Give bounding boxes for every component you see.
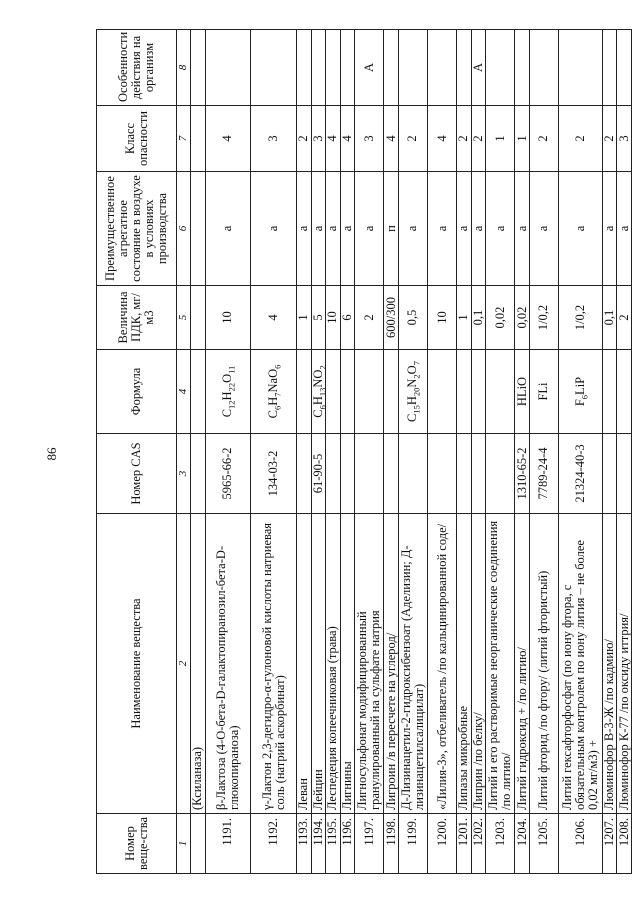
substance-name: «Лилия-3», отбеливатель /по кальцинированной соде/	[428, 514, 457, 814]
formula	[486, 350, 515, 434]
substance-name: (Ксиланаза)	[191, 514, 206, 814]
substance-name: Лигроин /в пересчете на углерод/	[384, 514, 399, 814]
substance-name: Лигнины	[340, 514, 355, 814]
header-aggregate: Преимущественное агрегатное состояние в воздухе в условиях производства	[97, 172, 177, 286]
pdk-value: 4	[251, 286, 297, 350]
pdk-value: 1/0,2	[558, 286, 602, 350]
formula	[355, 350, 384, 434]
pdk-value: 600/300	[384, 286, 399, 350]
column-number: 5	[177, 286, 191, 350]
substance-name: Липрин /по белку/	[471, 514, 486, 814]
substance-name: Лигносульфонат модифицированный гранулированный на сульфате натрия	[355, 514, 384, 814]
table-row	[398, 30, 427, 874]
effect-mark	[486, 30, 515, 106]
pdk-value: 10	[205, 286, 251, 350]
cas-number: 7789-24-4	[529, 434, 558, 514]
formula	[602, 350, 617, 434]
effect-mark	[191, 30, 206, 106]
effect-mark	[384, 30, 399, 106]
table-row	[297, 30, 312, 874]
cas-number	[326, 434, 341, 514]
pdk-value: 10	[428, 286, 457, 350]
row-number: 1202.	[471, 814, 486, 874]
pdk-value: 2	[617, 286, 632, 350]
hazard-class: 3	[617, 106, 632, 172]
column-number: 6	[177, 172, 191, 286]
table-row	[602, 30, 617, 874]
table-row	[515, 30, 530, 874]
effect-mark	[205, 30, 251, 106]
header-effect: Особенности действия на организм	[97, 30, 177, 106]
aggregate-state: а	[617, 172, 632, 286]
aggregate-state: а	[251, 172, 297, 286]
formula: $C_{15}H_{20}N_2O_7$	[398, 350, 427, 434]
table-row	[617, 30, 632, 874]
aggregate-state: а	[297, 172, 312, 286]
substance-name: Литий гидроксид + /по литию/	[515, 514, 530, 814]
hazard-class: 4	[326, 106, 341, 172]
cas-number	[398, 434, 427, 514]
formula: $C_6H_{13}NO_2$	[311, 350, 326, 434]
hazard-class: 2	[398, 106, 427, 172]
formula	[457, 350, 472, 434]
hazard-class: 1	[515, 106, 530, 172]
effect-mark: А	[471, 30, 486, 106]
substance-name: Литий фторид /по фтору/ (литий фтористый)	[529, 514, 558, 814]
hazard-class: 2	[457, 106, 472, 172]
row-number: 1196.	[340, 814, 355, 874]
column-number: 1	[177, 814, 191, 874]
hazard-class	[191, 106, 206, 172]
aggregate-state: а	[355, 172, 384, 286]
cas-number	[486, 434, 515, 514]
row-number: 1192.	[251, 814, 297, 874]
substance-name: Литий и его растворимые неорганические соединения /по литию/	[486, 514, 515, 814]
aggregate-state: а	[457, 172, 472, 286]
row-number: 1199.	[398, 814, 427, 874]
pdk-value: 0,02	[486, 286, 515, 350]
effect-mark	[558, 30, 602, 106]
row-number: 1201.	[457, 814, 472, 874]
cas-number	[340, 434, 355, 514]
formula	[617, 350, 632, 434]
row-number	[191, 814, 206, 874]
substance-name: Литий гексафторфосфат (по иону фтора, с обязательным контролем по иону лития – не более 0,02 мг/м3) +	[558, 514, 602, 814]
effect-mark	[251, 30, 297, 106]
hazard-class: 3	[355, 106, 384, 172]
formula: $F_6LiP$	[558, 350, 602, 434]
header-name: Наименование вещества	[97, 514, 177, 814]
cas-number	[471, 434, 486, 514]
pdk-value: 1/0,2	[529, 286, 558, 350]
table-row	[529, 30, 558, 874]
substance-name: Лейцин	[311, 514, 326, 814]
aggregate-state: а	[311, 172, 326, 286]
hazard-class: 2	[558, 106, 602, 172]
formula: FLi	[529, 350, 558, 434]
aggregate-state	[191, 172, 206, 286]
aggregate-state: а	[428, 172, 457, 286]
table-row	[191, 30, 206, 874]
rotated-page	[96, 30, 632, 874]
pdk-value: 2	[355, 286, 384, 350]
pdk-value: 0,1	[471, 286, 486, 350]
header-cas: Номер CAS	[97, 434, 177, 514]
effect-mark	[297, 30, 312, 106]
aggregate-state: а	[602, 172, 617, 286]
column-number: 3	[177, 434, 191, 514]
pdk-value: 0,02	[515, 286, 530, 350]
hazard-class: 2	[471, 106, 486, 172]
row-number: 1204.	[515, 814, 530, 874]
header-number: Номер веще-ства	[97, 814, 177, 874]
hazard-class: 4	[205, 106, 251, 172]
substances-table	[96, 29, 632, 874]
effect-mark	[617, 30, 632, 106]
formula	[191, 350, 206, 434]
effect-mark	[602, 30, 617, 106]
cas-number	[191, 434, 206, 514]
substance-name: Липазы микробные	[457, 514, 472, 814]
cas-number: 1310-65-2	[515, 434, 530, 514]
pdk-value	[191, 286, 206, 350]
formula	[326, 350, 341, 434]
substance-name: Леспедеция копеечниковая (трава)	[326, 514, 341, 814]
row-number: 1198.	[384, 814, 399, 874]
table-row	[311, 30, 326, 874]
row-number: 1193.	[297, 814, 312, 874]
effect-mark	[311, 30, 326, 106]
cas-number	[428, 434, 457, 514]
pdk-value: 1	[297, 286, 312, 350]
row-number: 1194.	[311, 814, 326, 874]
formula	[297, 350, 312, 434]
aggregate-state: а	[398, 172, 427, 286]
header-pdk: Величина ПДК, мг/м3	[97, 286, 177, 350]
page-number: 86	[44, 447, 59, 461]
formula: HLiO	[515, 350, 530, 434]
aggregate-state: а	[515, 172, 530, 286]
aggregate-state: п	[384, 172, 399, 286]
pdk-value: 1	[457, 286, 472, 350]
formula: $C_6H_7NaO_6$	[251, 350, 297, 434]
aggregate-state: а	[529, 172, 558, 286]
table-body	[191, 30, 632, 874]
effect-mark	[529, 30, 558, 106]
aggregate-state: а	[486, 172, 515, 286]
substance-name: β-Лактоза (4-О-бета-D-галактопиранозил-бета-D-глюкопираноза)	[205, 514, 251, 814]
substance-name: γ-Лактон 2,3-дегидро-α-гулоновой кислоты натриевая соль (натрий аскорбинат)	[251, 514, 297, 814]
effect-mark	[326, 30, 341, 106]
formula	[428, 350, 457, 434]
column-number: 8	[177, 30, 191, 106]
substance-name: Люминофор В-3-Ж /по кадмию/	[602, 514, 617, 814]
cas-number: 21324-40-3	[558, 434, 602, 514]
column-number: 7	[177, 106, 191, 172]
hazard-class: 4	[428, 106, 457, 172]
table-row	[486, 30, 515, 874]
header-hazard-class: Класс опасности	[97, 106, 177, 172]
hazard-class: 3	[311, 106, 326, 172]
hazard-class: 2	[297, 106, 312, 172]
row-number: 1197.	[355, 814, 384, 874]
hazard-class: 4	[340, 106, 355, 172]
row-number: 1206.	[558, 814, 602, 874]
table-row	[558, 30, 602, 874]
aggregate-state: а	[558, 172, 602, 286]
table-row	[428, 30, 457, 874]
cas-number	[602, 434, 617, 514]
table-row	[326, 30, 341, 874]
effect-mark: А	[355, 30, 384, 106]
table-row	[205, 30, 251, 874]
cas-number	[457, 434, 472, 514]
formula	[471, 350, 486, 434]
pdk-value: 0,5	[398, 286, 427, 350]
row-number: 1208.	[617, 814, 632, 874]
cas-number: 134-03-2	[251, 434, 297, 514]
aggregate-state: а	[205, 172, 251, 286]
cas-number	[355, 434, 384, 514]
table-row	[251, 30, 297, 874]
table-row	[355, 30, 384, 874]
table-row	[457, 30, 472, 874]
hazard-class: 2	[529, 106, 558, 172]
cas-number	[297, 434, 312, 514]
aggregate-state: а	[471, 172, 486, 286]
hazard-class: 1	[486, 106, 515, 172]
hazard-class: 3	[251, 106, 297, 172]
cas-number: 5965-66-2	[205, 434, 251, 514]
substance-name: Д-Лизинацетил-2-гидроксибензоат (Аделизин; Д-лизинацетилсалицилат)	[398, 514, 427, 814]
table-row	[384, 30, 399, 874]
cas-number: 61-90-5	[311, 434, 326, 514]
substance-name: Леван	[297, 514, 312, 814]
formula: $C_{12}H_{22}O_{11}$	[205, 350, 251, 434]
table-row	[340, 30, 355, 874]
aggregate-state: а	[326, 172, 341, 286]
row-number: 1195.	[326, 814, 341, 874]
effect-mark	[428, 30, 457, 106]
effect-mark	[515, 30, 530, 106]
row-number: 1191.	[205, 814, 251, 874]
hazard-class: 4	[384, 106, 399, 172]
row-number: 1207.	[602, 814, 617, 874]
effect-mark	[457, 30, 472, 106]
pdk-value: 5	[311, 286, 326, 350]
pdk-value: 6	[340, 286, 355, 350]
formula	[340, 350, 355, 434]
effect-mark	[340, 30, 355, 106]
row-number: 1200.	[428, 814, 457, 874]
substance-name: Люминофор К-77 /по оксиду иттрия/	[617, 514, 632, 814]
header-formula: Формула	[97, 350, 177, 434]
cas-number	[617, 434, 632, 514]
table-row	[471, 30, 486, 874]
pdk-value: 10	[326, 286, 341, 350]
aggregate-state: а	[340, 172, 355, 286]
column-number: 4	[177, 350, 191, 434]
cas-number	[384, 434, 399, 514]
formula	[384, 350, 399, 434]
effect-mark	[398, 30, 427, 106]
pdk-value: 0,1	[602, 286, 617, 350]
hazard-class: 2	[602, 106, 617, 172]
row-number: 1205.	[529, 814, 558, 874]
column-number: 2	[177, 514, 191, 814]
row-number: 1203.	[486, 814, 515, 874]
